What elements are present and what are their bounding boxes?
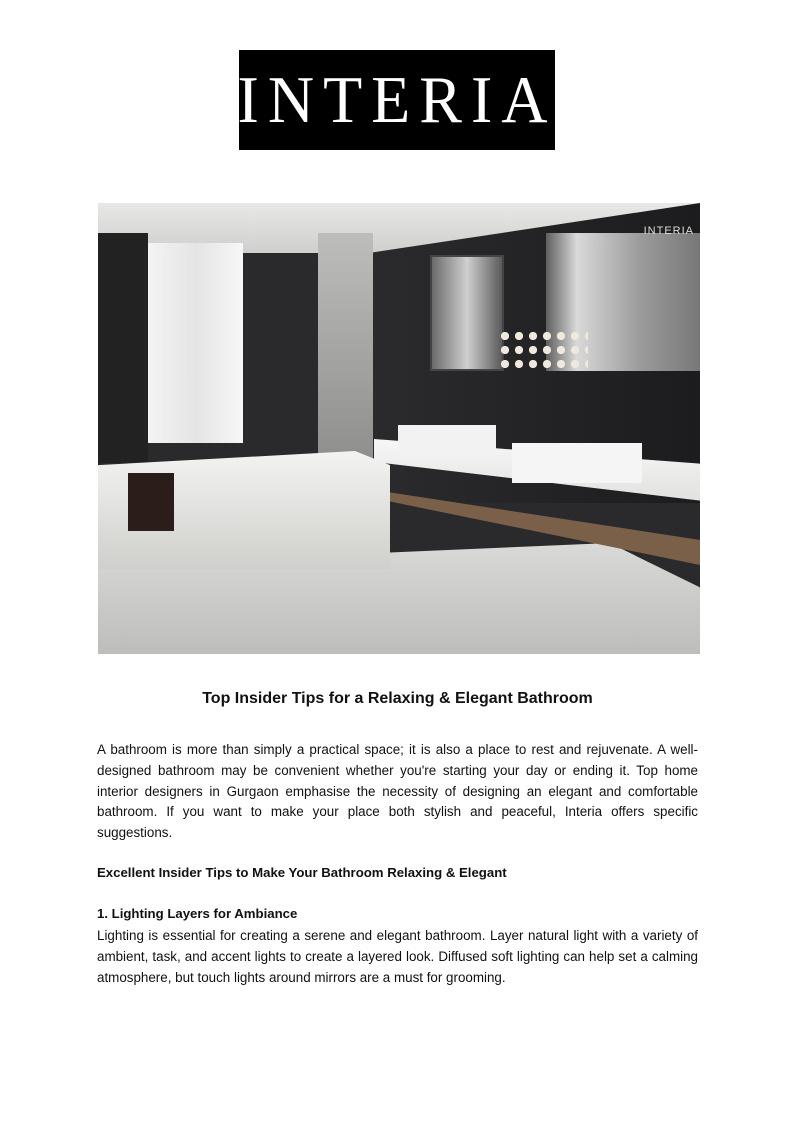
intro-paragraph: A bathroom is more than simply a practical space; it is also a place to rest and rejuvenate. A well-designed bathroom may be convenient whether you're starting your day or ending it. Top home interior designers in Gurgaon emphasise the necessity of designing an elegant and comfortable bathroom. If you want to make your place both stylish and peaceful, Interia offers specific suggestions. <box>97 742 698 841</box>
mirror <box>430 255 504 371</box>
page-title: Top Insider Tips for a Relaxing & Elegant Bathroom <box>202 690 593 707</box>
flowers <box>498 329 588 369</box>
tip-heading: 1. Lighting Layers for Ambiance <box>97 906 298 921</box>
left-wall <box>98 233 148 463</box>
section-heading: Excellent Insider Tips to Make Your Bathroom Relaxing & Elegant <box>97 865 507 880</box>
photo-watermark: INTERIA <box>643 225 694 237</box>
logo-text: INTERIA <box>237 62 557 137</box>
stone-wall <box>318 233 373 463</box>
towel <box>128 473 174 531</box>
bathroom-photo <box>98 203 700 654</box>
curtained-window <box>148 243 243 443</box>
tip-body: Lighting is essential for creating a serene and elegant bathroom. Layer natural light with a variety of ambient, task, and accent lights to create a layered look. Diffused soft lighting can help set a calming atmosphere, but touch lights around mirrors are a must for grooming. <box>97 928 698 985</box>
interia-logo <box>239 50 555 150</box>
sink <box>398 425 496 453</box>
sink <box>512 443 642 483</box>
